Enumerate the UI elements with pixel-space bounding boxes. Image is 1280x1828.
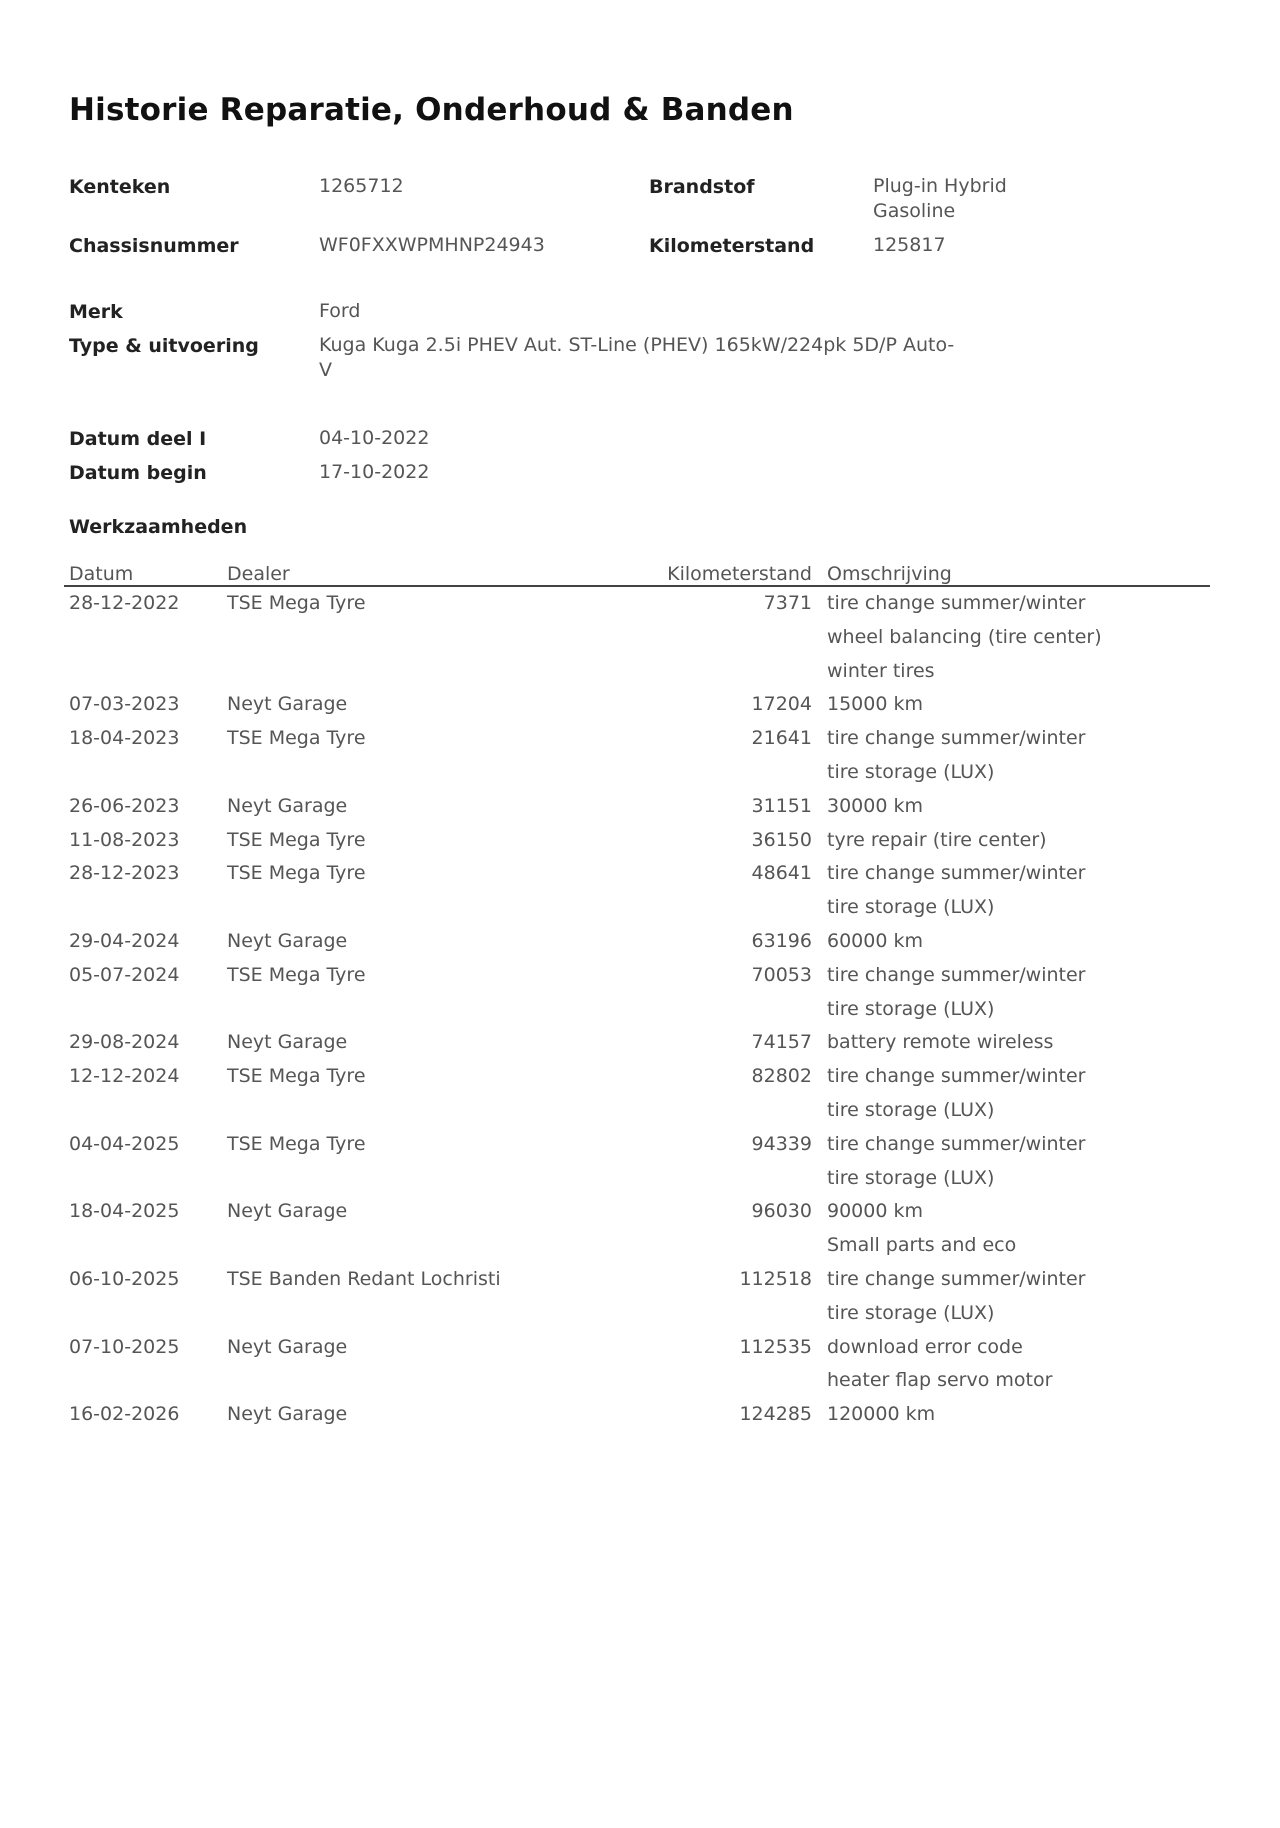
column-header-datum: Datum <box>64 555 222 586</box>
cell-datum: 28-12-2023 <box>69 862 180 885</box>
werkzaamheden-table <box>64 555 1210 1432</box>
cell-kilometerstand: 112535 <box>739 1335 812 1358</box>
table-row <box>64 959 1210 993</box>
cell-kilometerstand: 82802 <box>751 1065 812 1088</box>
cell-kilometerstand <box>627 621 822 655</box>
cell-omschrijving: tire change summer/winter <box>827 727 1086 750</box>
cell-datum <box>64 993 222 1027</box>
cell-omschrijving: tire change summer/winter <box>827 1132 1086 1155</box>
cell-omschrijving: tyre repair (tire center) <box>827 828 1047 851</box>
type-line-2: V <box>319 359 332 381</box>
cell-dealer <box>222 1297 627 1331</box>
cell-kilometerstand <box>627 1364 822 1398</box>
cell-dealer: Neyt Garage <box>227 1031 348 1054</box>
table-row <box>64 1162 1210 1196</box>
table-row <box>64 824 1210 858</box>
cell-omschrijving: heater flap servo motor <box>827 1369 1053 1392</box>
cell-dealer <box>222 1094 627 1128</box>
table-row <box>64 1128 1210 1162</box>
kilometerstand-label: Kilometerstand <box>649 235 815 257</box>
table-row <box>64 1094 1210 1128</box>
cell-datum: 28-12-2022 <box>69 592 180 614</box>
cell-kilometerstand: 124285 <box>739 1403 812 1426</box>
table-row <box>64 1229 1210 1263</box>
cell-datum <box>64 655 222 689</box>
cell-kilometerstand: 112518 <box>739 1267 812 1290</box>
table-row <box>64 1398 1210 1432</box>
cell-dealer: Neyt Garage <box>227 929 348 952</box>
cell-dealer <box>222 1229 627 1263</box>
cell-datum <box>64 1229 222 1263</box>
merk-label: Merk <box>69 301 123 323</box>
cell-kilometerstand <box>627 891 822 925</box>
cell-dealer <box>222 621 627 655</box>
cell-kilometerstand <box>627 993 822 1027</box>
cell-kilometerstand: 74157 <box>751 1031 812 1054</box>
cell-kilometerstand: 7371 <box>763 592 812 614</box>
table-row <box>64 1026 1210 1060</box>
table-row <box>64 586 1210 621</box>
table-row <box>64 790 1210 824</box>
cell-omschrijving: tire storage (LUX) <box>827 997 995 1020</box>
cell-kilometerstand <box>627 1162 822 1196</box>
table-row <box>64 655 1210 689</box>
cell-datum <box>64 1364 222 1398</box>
cell-omschrijving: tire change summer/winter <box>827 592 1086 614</box>
cell-kilometerstand: 21641 <box>751 727 812 750</box>
cell-kilometerstand: 63196 <box>751 929 812 952</box>
cell-dealer: TSE Mega Tyre <box>227 862 366 885</box>
cell-datum: 06-10-2025 <box>69 1267 180 1290</box>
cell-dealer <box>222 1162 627 1196</box>
cell-kilometerstand <box>627 655 822 689</box>
datum-deel-label: Datum deel I <box>69 428 207 450</box>
table-row <box>64 1297 1210 1331</box>
cell-omschrijving: battery remote wireless <box>827 1031 1054 1054</box>
cell-dealer: TSE Mega Tyre <box>227 727 366 750</box>
cell-kilometerstand: 96030 <box>751 1200 812 1223</box>
cell-kilometerstand: 48641 <box>751 862 812 885</box>
cell-datum <box>64 891 222 925</box>
column-header-dealer: Dealer <box>222 555 627 586</box>
cell-datum <box>64 1297 222 1331</box>
cell-kilometerstand <box>627 756 822 790</box>
page-title: Historie Reparatie, Onderhoud & Banden <box>69 92 794 128</box>
cell-kilometerstand: 94339 <box>751 1132 812 1155</box>
cell-datum: 18-04-2025 <box>69 1200 180 1223</box>
cell-datum: 07-10-2025 <box>69 1335 180 1358</box>
cell-omschrijving: 60000 km <box>827 929 923 952</box>
cell-datum: 11-08-2023 <box>69 828 180 851</box>
cell-omschrijving: 15000 km <box>827 693 923 716</box>
cell-omschrijving: tire change summer/winter <box>827 862 1086 885</box>
cell-datum: 07-03-2023 <box>69 693 180 716</box>
table-body <box>64 586 1210 1432</box>
table-row <box>64 722 1210 756</box>
table-row <box>64 1060 1210 1094</box>
kenteken-value: 1265712 <box>319 175 404 197</box>
table-row <box>64 857 1210 891</box>
table-row <box>64 891 1210 925</box>
cell-omschrijving: tire change summer/winter <box>827 963 1086 986</box>
cell-omschrijving: tire change summer/winter <box>827 1065 1086 1088</box>
column-header-omschrijving: Omschrijving <box>822 555 1210 586</box>
cell-datum <box>64 1162 222 1196</box>
table-row <box>64 1364 1210 1398</box>
cell-dealer: Neyt Garage <box>227 1200 348 1223</box>
cell-omschrijving: tire change summer/winter <box>827 1267 1086 1290</box>
cell-omschrijving: tire storage (LUX) <box>827 896 995 919</box>
cell-omschrijving: download error code <box>827 1335 1023 1358</box>
cell-omschrijving: tire storage (LUX) <box>827 760 995 783</box>
cell-dealer: TSE Banden Redant Lochristi <box>227 1267 501 1290</box>
cell-dealer: Neyt Garage <box>227 1403 348 1426</box>
cell-dealer <box>222 655 627 689</box>
chassisnummer-value: WF0FXXWPMHNP24943 <box>319 234 545 256</box>
cell-dealer: TSE Mega Tyre <box>227 1132 366 1155</box>
cell-omschrijving: tire storage (LUX) <box>827 1166 995 1189</box>
cell-omschrijving: 120000 km <box>827 1403 936 1426</box>
brandstof-value <box>873 174 1007 224</box>
table-row <box>64 993 1210 1027</box>
cell-datum <box>64 1094 222 1128</box>
cell-dealer: Neyt Garage <box>227 693 348 716</box>
table-row <box>64 1263 1210 1297</box>
cell-omschrijving: tire storage (LUX) <box>827 1098 995 1121</box>
cell-dealer: Neyt Garage <box>227 794 348 817</box>
cell-dealer <box>222 993 627 1027</box>
column-header-kilometerstand: Kilometerstand <box>627 555 822 586</box>
cell-datum: 29-04-2024 <box>69 929 180 952</box>
cell-omschrijving: 90000 km <box>827 1200 923 1223</box>
type-uitvoering-label: Type & uitvoering <box>69 335 259 357</box>
cell-dealer <box>222 756 627 790</box>
brandstof-line-2: Gasoline <box>873 200 956 222</box>
brandstof-line-1: Plug-in Hybrid <box>873 175 1007 197</box>
cell-datum: 16-02-2026 <box>69 1403 180 1426</box>
cell-dealer: TSE Mega Tyre <box>227 592 366 614</box>
cell-kilometerstand: 17204 <box>751 693 812 716</box>
cell-datum: 12-12-2024 <box>69 1065 180 1088</box>
table-row <box>64 1195 1210 1229</box>
cell-dealer <box>222 1364 627 1398</box>
cell-dealer: TSE Mega Tyre <box>227 1065 366 1088</box>
datum-begin-label: Datum begin <box>69 462 207 484</box>
cell-kilometerstand <box>627 1229 822 1263</box>
type-line-1: Kuga Kuga 2.5i PHEV Aut. ST-Line (PHEV) 165kW/224pk 5D/P Auto- <box>319 334 955 356</box>
chassisnummer-label: Chassisnummer <box>69 235 239 257</box>
table-row <box>64 688 1210 722</box>
cell-dealer: TSE Mega Tyre <box>227 963 366 986</box>
cell-datum: 04-04-2025 <box>69 1132 180 1155</box>
cell-dealer: TSE Mega Tyre <box>227 828 366 851</box>
datum-deel-value: 04-10-2022 <box>319 427 430 449</box>
cell-datum: 18-04-2023 <box>69 727 180 750</box>
cell-kilometerstand <box>627 1297 822 1331</box>
cell-omschrijving: Small parts and eco <box>827 1234 1017 1257</box>
table-row <box>64 621 1210 655</box>
cell-datum: 29-08-2024 <box>69 1031 180 1054</box>
cell-datum <box>64 756 222 790</box>
type-uitvoering-value <box>319 333 954 383</box>
cell-kilometerstand <box>627 1094 822 1128</box>
cell-kilometerstand: 70053 <box>751 963 812 986</box>
kilometerstand-value: 125817 <box>873 234 946 256</box>
table-row <box>64 1331 1210 1365</box>
table-row <box>64 925 1210 959</box>
cell-kilometerstand: 31151 <box>751 794 812 817</box>
table-header-row <box>64 555 1210 586</box>
kenteken-label: Kenteken <box>69 176 171 198</box>
werkzaamheden-heading: Werkzaamheden <box>69 516 248 538</box>
cell-dealer <box>222 891 627 925</box>
cell-datum <box>64 621 222 655</box>
cell-kilometerstand: 36150 <box>751 828 812 851</box>
cell-omschrijving: 30000 km <box>827 794 923 817</box>
cell-omschrijving: wheel balancing (tire center) <box>827 625 1102 648</box>
table-row <box>64 756 1210 790</box>
cell-omschrijving: tire storage (LUX) <box>827 1301 995 1324</box>
cell-datum: 05-07-2024 <box>69 963 180 986</box>
brandstof-label: Brandstof <box>649 176 755 198</box>
cell-datum: 26-06-2023 <box>69 794 180 817</box>
cell-dealer: Neyt Garage <box>227 1335 348 1358</box>
merk-value: Ford <box>319 300 361 322</box>
datum-begin-value: 17-10-2022 <box>319 461 430 483</box>
cell-omschrijving: winter tires <box>827 659 935 682</box>
